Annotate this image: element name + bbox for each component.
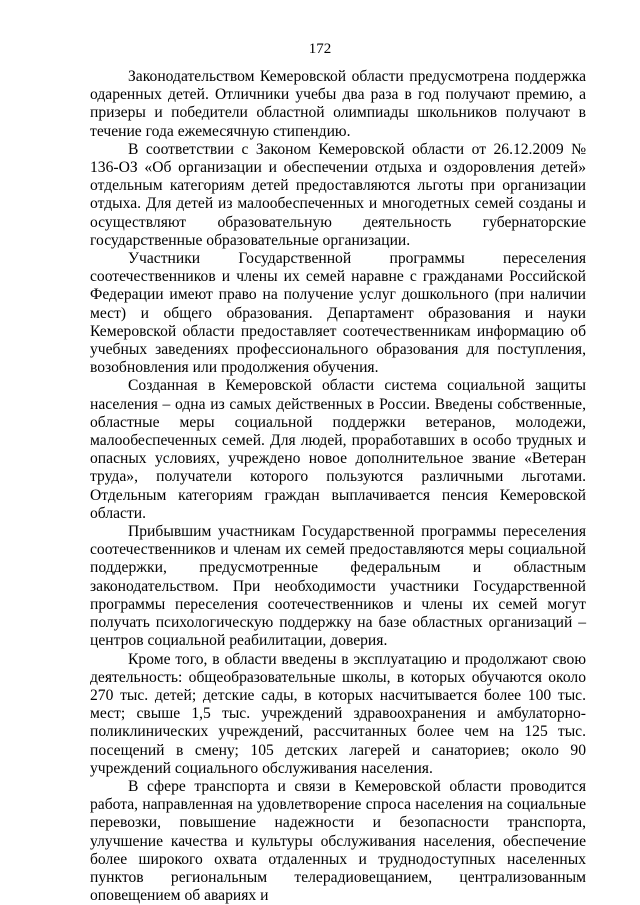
paragraph-compatriots-social-support: Прибывшим участникам Государственной программы переселения соотечественников и членам их семей предоставляются меры социальной поддержки, предусмотренные федеральным и областным законодательством. При необходимости участники Государственной программы переселения соотечественников и члены их семей могут получать психологическую поддержку на базе областных организаций – центров социальной реабилитации, доверия. [90, 523, 586, 650]
document-body [90, 68, 586, 905]
paragraph-children-recreation-law: В соответствии с Законом Кемеровской области от 26.12.2009 № 136-ОЗ «Об организации и обеспечении отдыха и оздоровления детей» отдельным категориям детей предоставляются льготы при организации отдыха. Для детей из малообеспеченных и многодетных семей созданы и осуществляют образовательную деятельность губернаторские государственные образовательные организации. [90, 140, 586, 249]
paragraph-compatriots-education: Участники Государственной программы переселения соотечественников и члены их семей наравне с гражданами Российской Федерации имеют право на получение услуг дошкольного (при наличии мест) и общего образования. Департамент образования и науки Кемеровской области предоставляет соотечественникам информацию об учебных заведениях профессионального образования для поступления, возобновления или продолжения обучения. [90, 250, 586, 377]
paragraph-social-protection: Созданная в Кемеровской области система социальной защиты населения – одна из самых действенных в России. Введены собственные, областные меры социальной поддержки ветеранов, молодежи, малообеспеченных семей. Для людей, проработавших в особо трудных и опасных условиях, учреждено новое дополнительное звание «Ветеран труда», получатели которого пользуются различными льготами. Отдельным категориям граждан выплачивается пенсия Кемеровской области. [90, 377, 586, 522]
page-number: 172 [308, 41, 332, 57]
paragraph-gifted-children-support: Законодательством Кемеровской области предусмотрена поддержка одаренных детей. Отличники учебы два раза в год получают премию, а призеры и победители областной олимпиады школьников получают в течение года ежемесячную стипендию. [90, 68, 586, 140]
paragraph-transport-communications: В сфере транспорта и связи в Кемеровской области проводится работа, направленная на удовлетворение спроса населения на социальные перевозки, повышение надежности и безопасности транспорта, улучшение качества и культуры обслуживания населения, обеспечение более широкого охвата отдаленных и труднодоступных населенных пунктов региональным телерадиовещанием, централизованным оповещением об авариях и [90, 777, 586, 905]
paragraph-infrastructure: Кроме того, в области введены в эксплуатацию и продолжают свою деятельность: общеобразовательные школы, в которых обучаются около 270 тыс. детей; детские сады, в которых насчитывается более 100 тыс. мест; свыше 1,5 тыс. учреждений здравоохранения и амбулаторно-поликлинических учреждений, рассчитанных более чем на 125 тыс. посещений в смену; 105 детских лагерей и санаториев; около 90 учреждений социального обслуживания населения. [90, 650, 586, 777]
